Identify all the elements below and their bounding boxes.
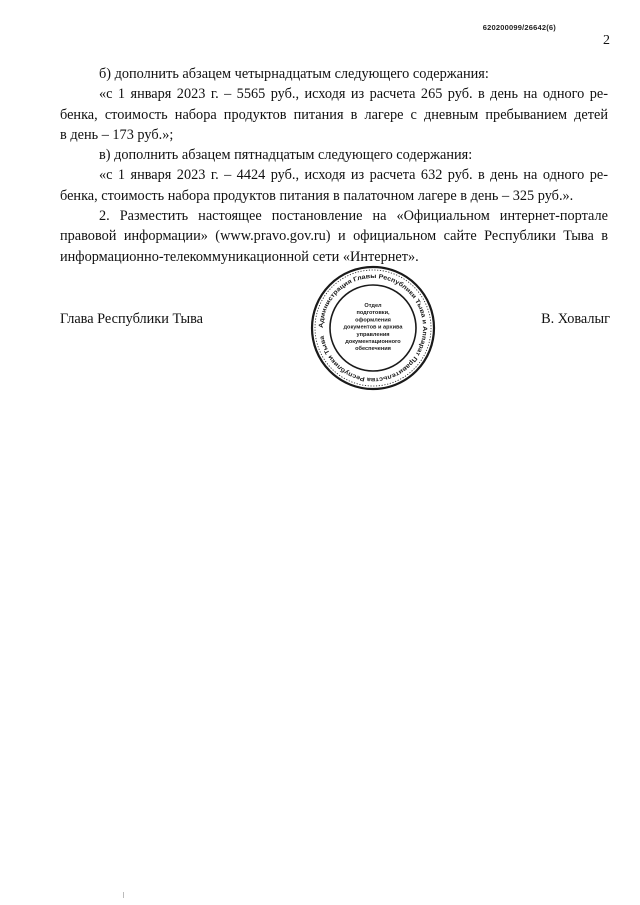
signature-name: В. Ховалыг <box>541 311 610 327</box>
page-mark <box>123 892 124 898</box>
quote-2-line-2: бенка, стоимость набора продуктов питания в палаточном лагере в день – 325 руб.». <box>60 187 574 204</box>
seal-center-line: оформления <box>355 317 391 324</box>
signature-title: Глава Республики Тыва <box>60 311 203 327</box>
paragraph-2 <box>60 206 608 267</box>
paragraph-2-line-3: информационно-телекоммуникационной сети «Интернет». <box>60 248 419 265</box>
page-number: 2 <box>603 33 610 48</box>
seal-center-line: документационного <box>345 339 401 345</box>
quote-1 <box>60 84 608 145</box>
quote-1-line-2: бенка, стоимость набора продуктов питания в лагере с дневным пребыванием детей <box>60 106 608 123</box>
document-id: 620200099/26642(6) <box>482 23 556 32</box>
seal-center-line: обеспечения <box>355 346 391 353</box>
seal-center-line: управления <box>356 331 390 338</box>
seal-center-line: Отдел <box>364 303 382 309</box>
quote-2-line-1: «с 1 января 2023 г. – 4424 руб., исходя из расчета 632 руб. в день на одного ре- <box>99 167 608 184</box>
paragraph-2-line-2: правовой информации» (www.pravo.gov.ru) и официальном сайте Республики Тыва в <box>60 228 608 245</box>
seal-center-text <box>344 303 404 352</box>
paragraph-v: в) дополнить абзацем пятнадцатым следующего содержания: <box>99 147 473 164</box>
document-body <box>60 64 608 267</box>
quote-1-line-1: «с 1 января 2023 г. – 5565 руб., исходя из расчета 265 руб. в день на одного ре- <box>99 86 608 103</box>
seal-center-line: документов и архива <box>343 324 403 331</box>
quote-2 <box>60 165 608 206</box>
paragraph-b: б) дополнить абзацем четырнадцатым следующего содержания: <box>99 66 489 82</box>
seal-ring-text: Администрация Главы Республики Тыва и Аппарат Правительства Республики Тыва <box>317 272 429 384</box>
seal-center-line: подготовки, <box>356 310 390 317</box>
official-seal <box>310 265 436 391</box>
paragraph-2-line-1: 2. Разместить настоящее постановление на «Официальном интернет-портале <box>99 208 608 225</box>
quote-1-line-3: в день – 173 руб.»; <box>60 126 174 143</box>
